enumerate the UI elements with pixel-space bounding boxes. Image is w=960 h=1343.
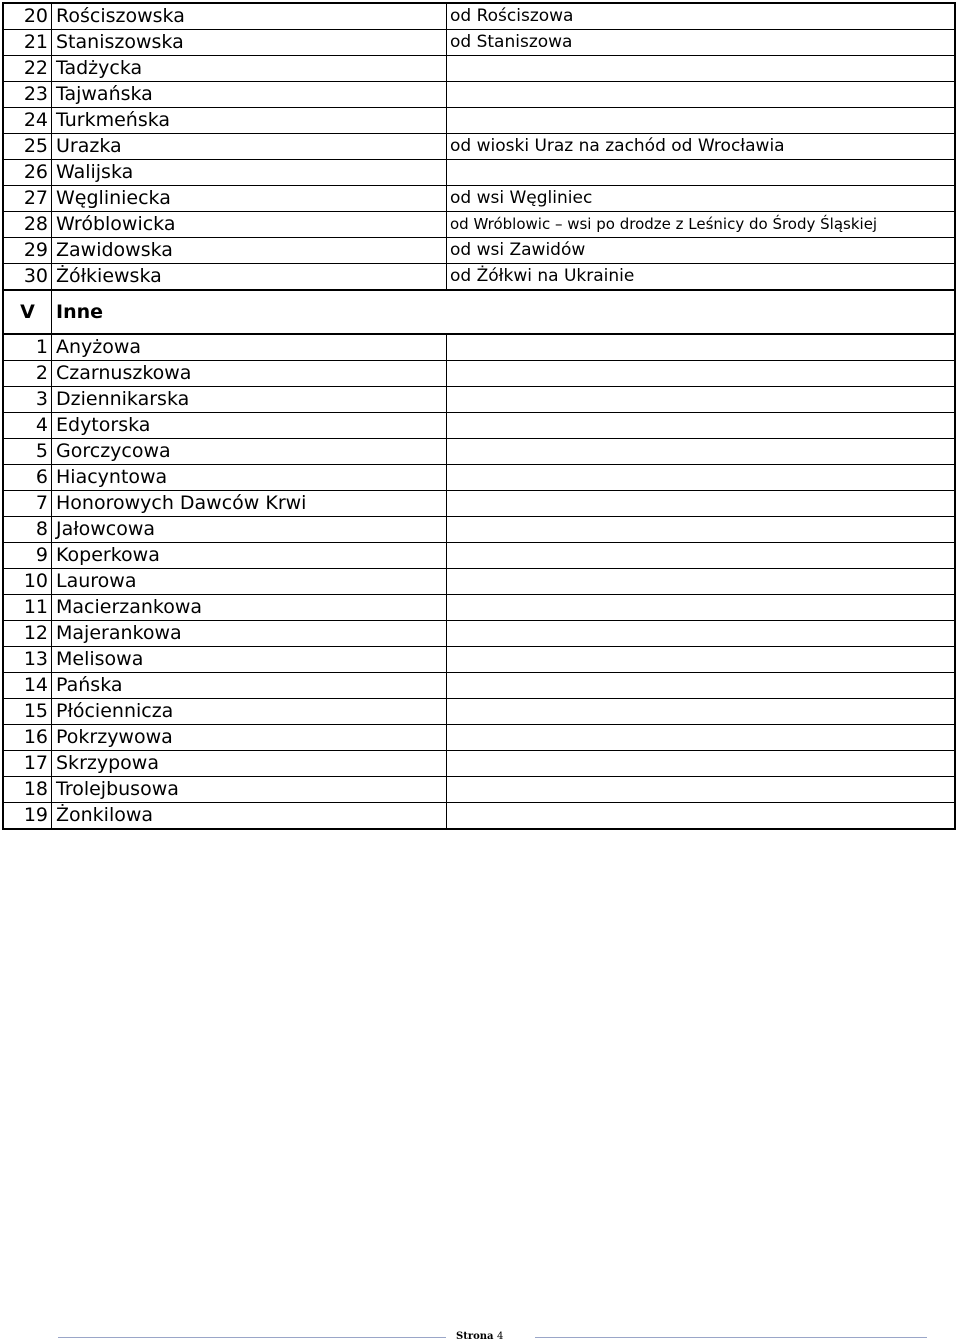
row-number: 22 [3,56,52,82]
name-origin [447,517,956,543]
row-number: 14 [3,673,52,699]
street-name: Żółkiewska [52,264,447,291]
name-origin: od wsi Zawidów [447,238,956,264]
page-label-text: Strona [456,1331,494,1342]
name-origin [447,413,956,439]
street-name: Trolejbusowa [52,777,447,803]
row-number: 29 [3,238,52,264]
row-number: 10 [3,569,52,595]
street-name: Dziennikarska [52,387,447,413]
name-origin [447,777,956,803]
name-origin [447,334,956,361]
street-name: Hiacyntowa [52,465,447,491]
name-origin: od Rościszowa [447,3,956,30]
name-origin [447,673,956,699]
street-names-table [2,2,956,830]
name-origin [447,595,956,621]
street-name: Skrzypowa [52,751,447,777]
row-number: 5 [3,439,52,465]
row-number: 20 [3,3,52,30]
table-row [3,413,955,439]
name-origin [447,361,956,387]
table-row [3,595,955,621]
table-row [3,777,955,803]
table-row [3,543,955,569]
row-number: 27 [3,186,52,212]
name-origin [447,543,956,569]
name-origin [447,803,956,830]
row-number: 2 [3,361,52,387]
page-number-label [456,1331,503,1342]
table-row [3,699,955,725]
row-number: 9 [3,543,52,569]
name-origin [447,387,956,413]
name-origin [447,569,956,595]
section-number: V [3,290,52,334]
street-name: Tadżycka [52,56,447,82]
row-number: 28 [3,212,52,238]
street-name: Pańska [52,673,447,699]
street-name: Macierzankowa [52,595,447,621]
street-name: Turkmeńska [52,108,447,134]
street-name: Edytorska [52,413,447,439]
table-row [3,30,955,56]
name-origin [447,82,956,108]
row-number: 11 [3,595,52,621]
row-number: 26 [3,160,52,186]
row-number: 19 [3,803,52,830]
name-origin [447,108,956,134]
table-row [3,673,955,699]
street-name: Majerankowa [52,621,447,647]
table-row [3,621,955,647]
footer-rule-left [58,1337,446,1338]
section-header [3,290,955,334]
street-name: Płóciennicza [52,699,447,725]
table-row [3,3,955,30]
street-name: Żonkilowa [52,803,447,830]
name-origin: od Żółkwi na Ukrainie [447,264,956,291]
row-number: 8 [3,517,52,543]
street-name: Wróblowicka [52,212,447,238]
table-row [3,82,955,108]
table-row [3,517,955,543]
name-origin [447,465,956,491]
name-origin [447,439,956,465]
row-number: 25 [3,134,52,160]
street-name: Laurowa [52,569,447,595]
page-footer [0,1330,960,1343]
street-name: Pokrzywowa [52,725,447,751]
name-origin [447,751,956,777]
table-row [3,465,955,491]
table-row [3,212,955,238]
table-row [3,134,955,160]
name-origin [447,725,956,751]
row-number: 12 [3,621,52,647]
table-row [3,751,955,777]
street-name: Zawidowska [52,238,447,264]
table-row [3,725,955,751]
table-row [3,160,955,186]
table-row [3,56,955,82]
street-name: Koperkowa [52,543,447,569]
street-name: Czarnuszkowa [52,361,447,387]
table-row [3,569,955,595]
row-number: 23 [3,82,52,108]
name-origin [447,160,956,186]
row-number: 6 [3,465,52,491]
name-origin: od wsi Węgliniec [447,186,956,212]
row-number: 30 [3,264,52,291]
row-number: 7 [3,491,52,517]
name-origin [447,647,956,673]
street-name: Melisowa [52,647,447,673]
section-v-row [3,290,955,334]
row-number: 13 [3,647,52,673]
street-name: Jałowcowa [52,517,447,543]
row-number: 18 [3,777,52,803]
name-origin: od Staniszowa [447,30,956,56]
table-row [3,803,955,830]
table-row [3,108,955,134]
name-origin [447,56,956,82]
section-title: Inne [52,290,956,334]
street-name: Węgliniecka [52,186,447,212]
street-name: Honorowych Dawców Krwi [52,491,447,517]
footer-rule-right [535,1337,927,1338]
table-row [3,334,955,361]
row-number: 3 [3,387,52,413]
street-name: Anyżowa [52,334,447,361]
street-name: Rościszowska [52,3,447,30]
group-iv-rows [3,3,955,290]
group-v-rows [3,334,955,829]
row-number: 21 [3,30,52,56]
street-name: Staniszowska [52,30,447,56]
row-number: 4 [3,413,52,439]
street-name: Urazka [52,134,447,160]
name-origin: od wioski Uraz na zachód od Wrocławia [447,134,956,160]
table-row [3,238,955,264]
table-row [3,264,955,291]
table-row [3,361,955,387]
name-origin [447,491,956,517]
row-number: 16 [3,725,52,751]
row-number: 15 [3,699,52,725]
street-name: Tajwańska [52,82,447,108]
table-row [3,186,955,212]
table-row [3,647,955,673]
row-number: 17 [3,751,52,777]
row-number: 24 [3,108,52,134]
page-number: 4 [497,1331,504,1342]
row-number: 1 [3,334,52,361]
table-row [3,387,955,413]
name-origin [447,699,956,725]
street-name: Gorczycowa [52,439,447,465]
name-origin: od Wróblowic – wsi po drodze z Leśnicy do Środy Śląskiej [447,212,956,238]
name-origin [447,621,956,647]
table-row [3,491,955,517]
table-row [3,439,955,465]
street-name: Walijska [52,160,447,186]
